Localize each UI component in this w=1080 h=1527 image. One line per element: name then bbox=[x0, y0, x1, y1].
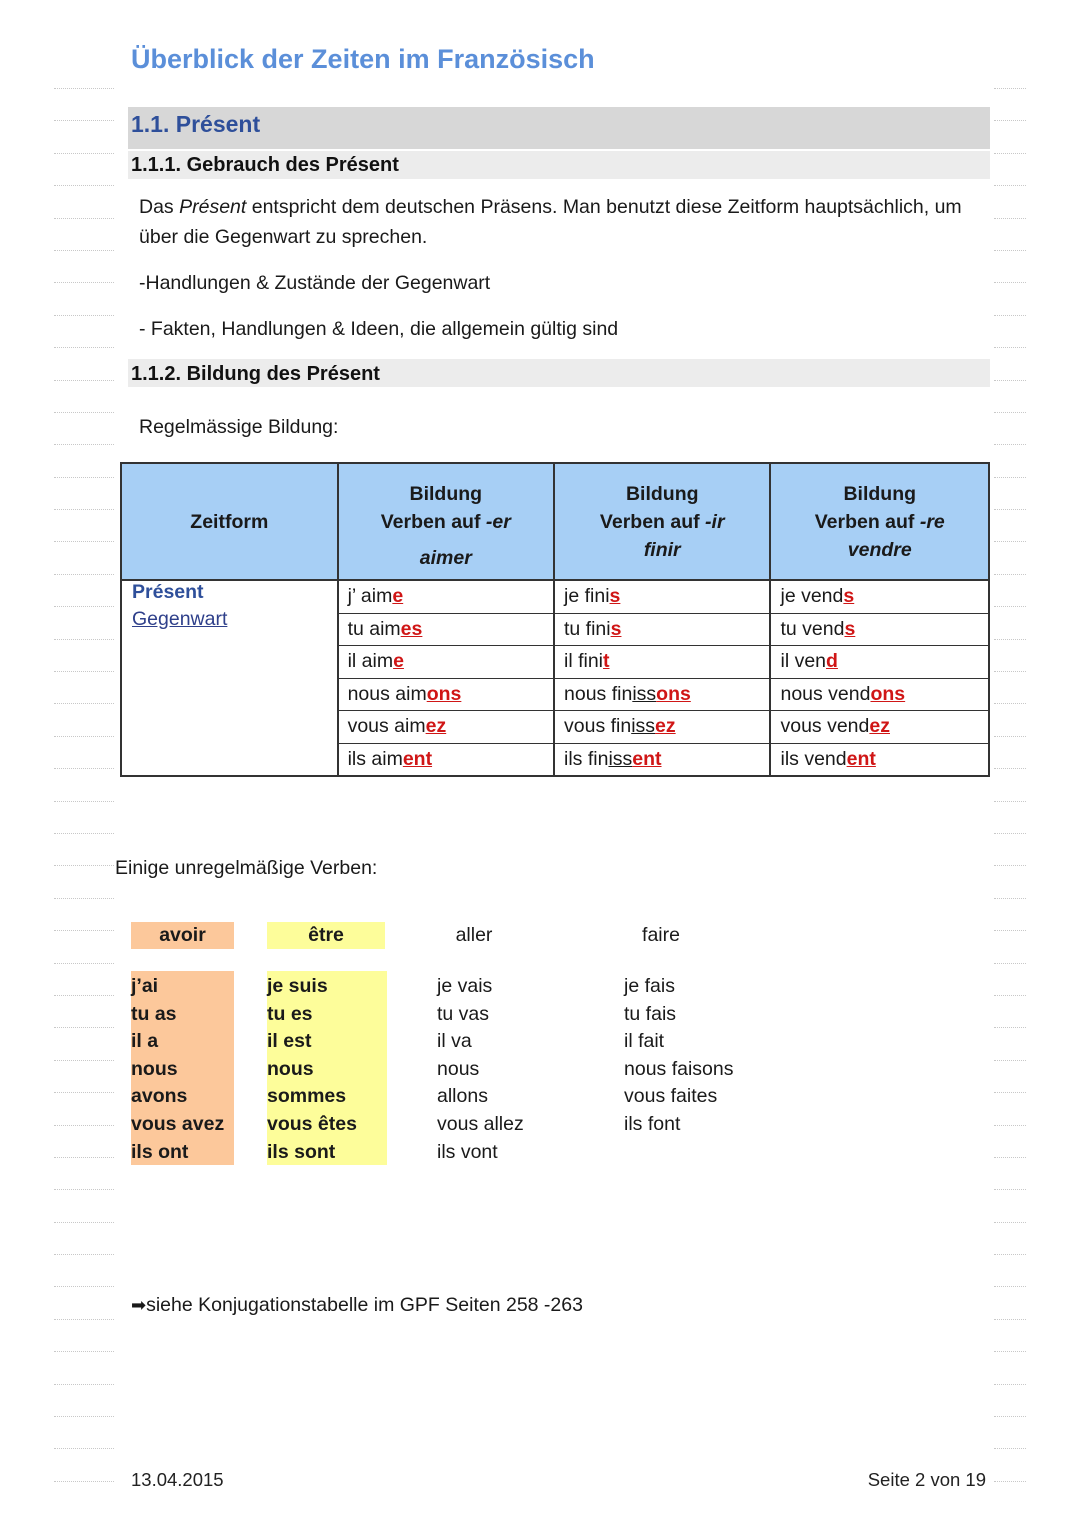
usage-item-1: -Handlungen & Zustände der Gegenwart bbox=[139, 272, 491, 294]
er-form: ils aiment bbox=[338, 743, 554, 776]
ir-form: je finis bbox=[554, 580, 770, 613]
er-form: nous aimons bbox=[338, 678, 554, 711]
ir-form: tu finis bbox=[554, 613, 770, 646]
etre-heading: être bbox=[267, 922, 385, 949]
avoir-forms: j’ai tu as il a nous avons vous avez ils ont bbox=[131, 971, 234, 1165]
table-row bbox=[121, 580, 989, 613]
right-margin-rules bbox=[994, 88, 1026, 1508]
tense-name: Présent bbox=[132, 581, 204, 603]
er-form: il aime bbox=[338, 646, 554, 679]
see-also-note: ➡siehe Konjugationstabelle im GPF Seiten 258 -263 bbox=[131, 1294, 583, 1316]
tense-translation: Gegenwart bbox=[132, 608, 228, 630]
avoir-heading: avoir bbox=[131, 922, 234, 949]
arrow-right-icon: ➡ bbox=[131, 1295, 147, 1315]
table-header-row bbox=[121, 463, 989, 580]
irregular-verbs-title: Einige unregelmäßige Verben: bbox=[115, 857, 378, 879]
footer-page-number: Seite 2 von 19 bbox=[867, 1469, 986, 1490]
aller-forms: je vais tu vas il va nous allons vous allez ils vont bbox=[437, 975, 524, 1163]
re-form: je vends bbox=[770, 580, 989, 613]
gebrauch-paragraph: Das Présent entspricht dem deutschen Präsens. Man benutzt diese Zeitform hauptsächlich, um über die Gegenwart zu sprechen. bbox=[139, 196, 962, 248]
faire-forms: je fais tu fais il fait nous faisons vous faites ils font bbox=[624, 975, 734, 1135]
header-re: Bildung Verben auf -re vendre bbox=[770, 463, 989, 580]
ir-form: nous finissons bbox=[554, 678, 770, 711]
etre-forms: je suis tu es il est nous sommes vous êtes ils sont bbox=[267, 971, 387, 1165]
ir-form: ils finissent bbox=[554, 743, 770, 776]
faire-heading: faire bbox=[642, 924, 680, 946]
re-form: nous vendons bbox=[770, 678, 989, 711]
subheading-bildung: 1.1.2. Bildung des Présent bbox=[131, 363, 380, 385]
er-form: tu aimes bbox=[338, 613, 554, 646]
usage-item-2: - Fakten, Handlungen & Ideen, die allgemein gültig sind bbox=[139, 318, 619, 340]
header-ir: Bildung Verben auf -ir finir bbox=[554, 463, 770, 580]
aller-heading: aller bbox=[455, 924, 493, 946]
tense-cell bbox=[121, 580, 338, 776]
ir-form: il finit bbox=[554, 646, 770, 679]
header-zeitform: Zeitform bbox=[121, 463, 338, 580]
footer-date: 13.04.2015 bbox=[131, 1469, 224, 1490]
header-er: Bildung Verben auf -er aimer bbox=[338, 463, 554, 580]
re-form: ils vendent bbox=[770, 743, 989, 776]
section-heading: 1.1. Présent bbox=[131, 111, 261, 137]
conjugation-table bbox=[120, 462, 990, 777]
ir-form: vous finissez bbox=[554, 711, 770, 744]
re-form: vous vendez bbox=[770, 711, 989, 744]
er-form: j’ aime bbox=[338, 580, 554, 613]
re-form: il vend bbox=[770, 646, 989, 679]
regular-formation-label: Regelmässige Bildung: bbox=[139, 416, 339, 438]
re-form: tu vends bbox=[770, 613, 989, 646]
praesent-italic: Présent bbox=[179, 196, 247, 218]
subheading-gebrauch: 1.1.1. Gebrauch des Présent bbox=[131, 154, 399, 176]
left-margin-rules bbox=[54, 88, 114, 1508]
document-title: Überblick der Zeiten im Französisch bbox=[131, 44, 595, 74]
er-form: vous aimez bbox=[338, 711, 554, 744]
